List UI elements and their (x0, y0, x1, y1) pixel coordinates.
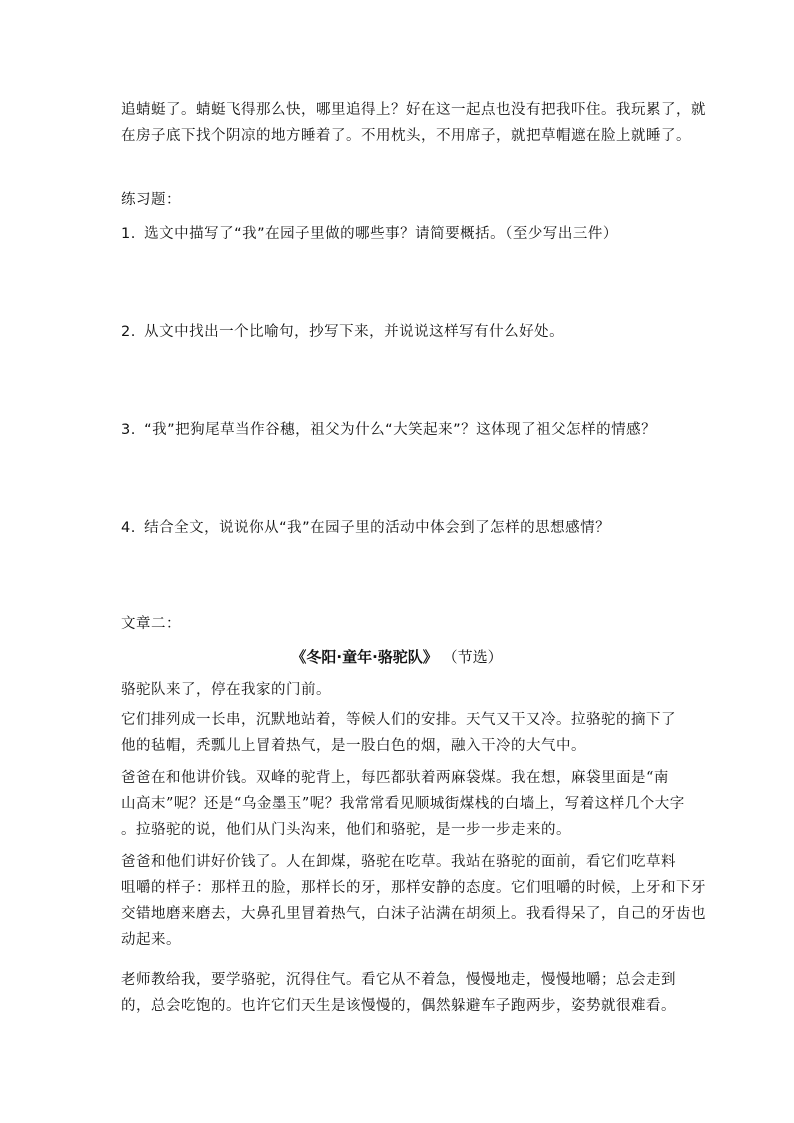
article2-title-main: 《冬阳·童年·骆驼队》 (291, 648, 438, 666)
question-1-number: 1. (121, 226, 136, 242)
question-2-number: 2. (121, 324, 136, 340)
article2-line-1: 骆驼队来了，停在我家的门前。 (121, 682, 331, 698)
passage1-line-1: 追蜻蜓了。蜻蜓飞得那么快，哪里追得上？好在这一起点也没有把我吓住。我玩累了，就 (121, 102, 706, 118)
exercises-heading: 练习题： (121, 192, 181, 208)
question-1 (121, 224, 722, 244)
article2-line-4: 爸爸在和他讲价钱。双峰的驼背上，每匹都驮着两麻袋煤。我在想，麻袋里面是“南 (121, 770, 669, 786)
article2-title (0, 647, 794, 667)
question-3-text: “我”把狗尾草当作谷穗，祖父为什么“大笑起来”？这体现了祖父怎样的情感？ (144, 422, 657, 438)
question-1-text: 选文中描写了“我”在园子里做的哪些事？请简要概括。（至少写出三件） (144, 226, 618, 242)
article2-line-2: 它们排列成一长串，沉默地站着，等候人们的安排。天气又干又冷。拉骆驼的摘下了 (121, 712, 676, 728)
question-3-number: 3. (121, 422, 136, 438)
question-2 (121, 322, 722, 342)
question-2-text: 从文中找出一个比喻句，抄写下来，并说说这样写有什么好处。 (144, 324, 565, 340)
question-4-text: 结合全文，说说你从“我”在园子里的活动中体会到了怎样的思想感情？ (144, 520, 611, 536)
article2-line-12: 的，总会吃饱的。也许它们天生是该慢慢的，偶然躲避车子跑两步，姿势就很难看。 (121, 998, 676, 1014)
question-4 (121, 518, 722, 538)
article2-title-note: （节选） (442, 648, 503, 666)
question-4-number: 4. (121, 520, 136, 536)
article2-line-3: 他的毡帽，秃瓢儿上冒着热气，是一股白色的烟，融入干冷的大气中。 (121, 738, 586, 754)
article2-heading: 文章二： (121, 616, 181, 632)
article2-line-8: 咀嚼的样子：那样丑的脸，那样长的牙，那样安静的态度。它们咀嚼的时候，上牙和下牙 (121, 880, 706, 896)
article2-line-7: 爸爸和他们讲好价钱了。人在卸煤，骆驼在吃草。我站在骆驼的面前，看它们吃草料 (121, 854, 676, 870)
article2-line-11: 老师教给我，要学骆驼，沉得住气。看它从不着急，慢慢地走，慢慢地嚼；总会走到 (121, 972, 676, 988)
question-3 (121, 420, 722, 440)
article2-line-5: 山高末”呢？还是“乌金墨玉”呢？我常常看见顺城街煤栈的白墙上，写着这样几个大字 (121, 796, 685, 812)
passage1-line-2: 在房子底下找个阴凉的地方睡着了。不用枕头，不用席子，就把草帽遮在脸上就睡了。 (121, 128, 691, 144)
article2-line-9: 交错地磨来磨去，大鼻孔里冒着热气，白沫子沾满在胡须上。我看得呆了，自己的牙齿也 (121, 906, 706, 922)
article2-line-6: 。拉骆驼的说，他们从门头沟来，他们和骆驼，是一步一步走来的。 (121, 822, 571, 838)
article2-line-10: 动起来。 (121, 932, 181, 948)
